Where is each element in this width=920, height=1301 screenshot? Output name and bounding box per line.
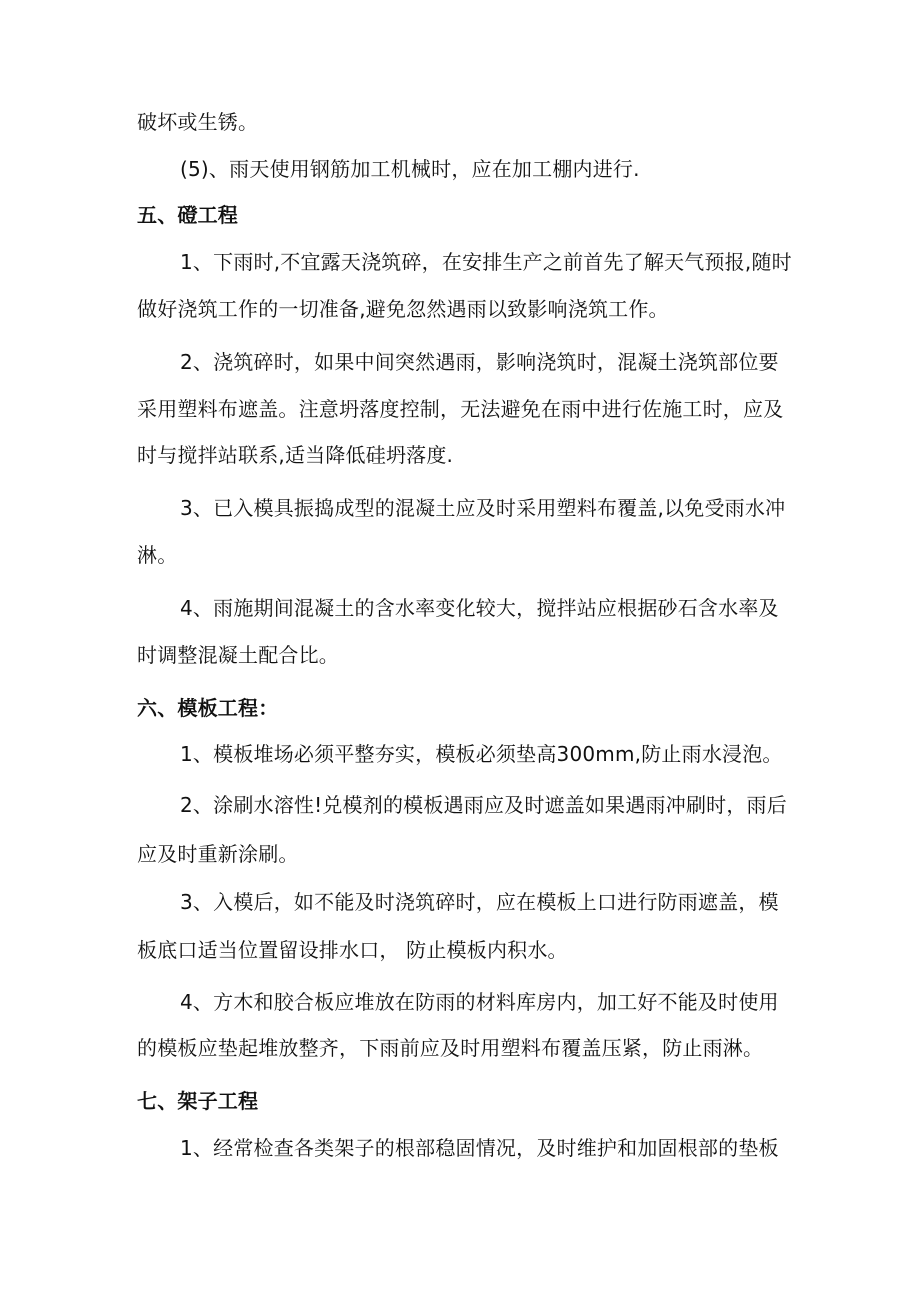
text-line: 做好浇筑工作的一切准备,避免忽然遇雨以致影响浇筑工作。 <box>137 297 669 321</box>
text-line: 时调整混凝土配合比。 <box>137 643 339 667</box>
text-line: 2、涂刷水溶性!兑模剂的模板遇雨应及时遮盖如果遇雨冲刷时，雨后 <box>180 793 787 817</box>
text-line: 3、入模后，如不能及时浇筑碎时，应在模板上口进行防雨遮盖，模 <box>180 890 779 914</box>
text-line: 的模板应垫起堆放整齐，下雨前应及时用塑料布覆盖压紧，防止雨淋。 <box>137 1036 764 1060</box>
text-line: (5)、雨天使用钢筋加工机械时，应在加工棚内进行. <box>180 157 640 181</box>
text-line: 4、雨施期间混凝土的含水率变化较大，搅拌站应根据砂石含水率及 <box>180 596 779 620</box>
text-line: 板底口适当位置留设排水口， 防止模板内积水。 <box>137 938 568 962</box>
text-line: 4、方木和胶合板应堆放在防雨的材料库房内，加工好不能及时使用 <box>180 990 779 1014</box>
text-line: 1、下雨时,不宜露天浇筑碎，在安排生产之前首先了解天气预报,随时 <box>180 250 792 274</box>
text-line: 1、经常检查各类架子的根部稳固情况，及时维护和加固根部的垫板 <box>180 1136 779 1160</box>
text-line: 破坏或生锈。 <box>137 110 259 134</box>
text-line: 3、已入模具振捣成型的混凝土应及时采用塑料布覆盖,以免受雨水冲 <box>180 496 786 520</box>
text-line: 应及时重新涂刷。 <box>137 842 299 866</box>
text-line: 采用塑料布遮盖。注意坍落度控制，无法避免在雨中进行佐施工时，应及 <box>137 397 784 421</box>
text-line: 淋。 <box>137 543 178 567</box>
section-heading: 七、架子工程 <box>137 1089 259 1113</box>
section-heading: 五、磴工程 <box>137 203 238 227</box>
text-line: 1、模板堆场必须平整夯实，模板必须垫高300mm,防止雨水浸泡。 <box>180 742 783 766</box>
text-line: 2、浇筑碎时，如果中间突然遇雨，影响浇筑时，混凝土浇筑部位要 <box>180 350 779 374</box>
section-heading: 六、模板工程： <box>137 696 279 720</box>
text-line: 时与搅拌站联系,适当降低硅坍落度. <box>137 443 454 467</box>
